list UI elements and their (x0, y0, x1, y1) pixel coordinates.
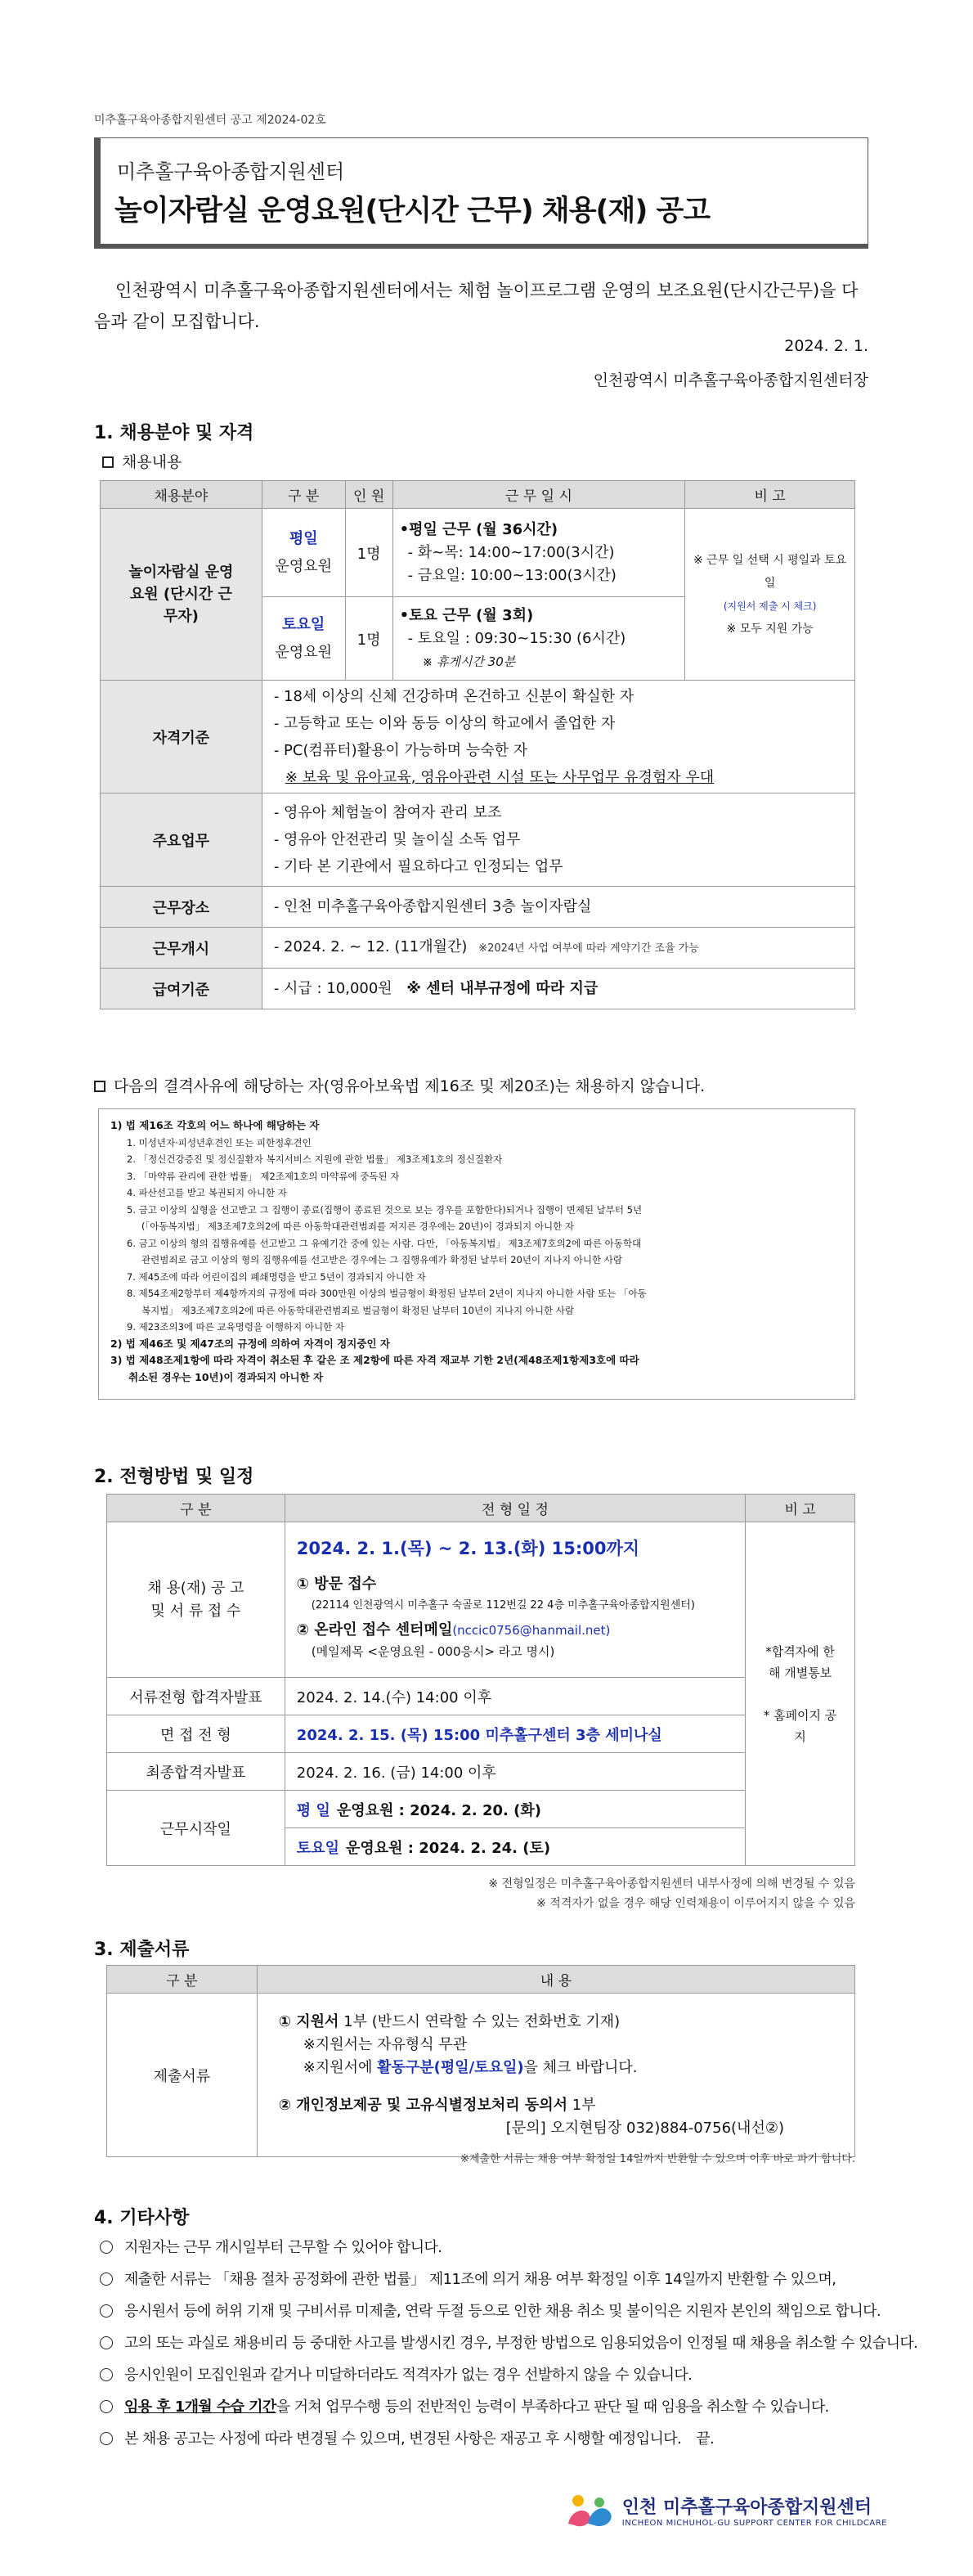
col-header: 구 분 (262, 481, 345, 509)
circle-bullet-icon (100, 2368, 113, 2381)
page-title: 놀이자람실 운영요원(단시간 근무) 채용(재) 공고 (114, 195, 711, 227)
disqualify-heading: 다음의 결격사유에 해당하는 자(영유아보육법 제16조 및 제20조)는 채용하지 않습니다. (94, 1074, 705, 1096)
list-item: 응시원서 등에 허위 기재 및 구비서류 미제출, 연락 두절 등으로 인한 채용 취소 및 불이익은 지원자 본인의 책임으로 합니다. (100, 2295, 917, 2327)
type-cell: 평일 운영요원 (262, 509, 345, 597)
notice-org: 인천광역시 미추홀구육아종합지원센터장 (593, 371, 868, 389)
col-header: 구 분 (107, 1495, 285, 1522)
documents-table (106, 1965, 855, 2157)
recruit-table (100, 480, 855, 1009)
pay-label: 급여기준 (101, 969, 262, 1009)
interview-label: 면 접 전 형 (107, 1715, 285, 1753)
center-logo-icon (563, 2491, 616, 2530)
place-label: 근무장소 (101, 887, 262, 928)
section1-subheading: 채용내용 (102, 450, 182, 472)
start-cell: - 2024. 2. ~ 12. (11개월간) ※2024년 사업 여부에 따라 계약기간 조율 가능 (262, 928, 854, 969)
field-cell: 놀이자람실 운영요원 (단시간 근무자) (101, 509, 262, 681)
count-cell: 1명 (345, 597, 392, 681)
col-header: 비 고 (685, 481, 855, 509)
col-header: 비 고 (746, 1495, 855, 1522)
etc-list (100, 2232, 917, 2455)
section4-heading: 4. 기타사항 (94, 2208, 190, 2228)
schedule-note: ※ 적격자가 없을 경우 해당 인력채용이 이루어지지 않을 수 있음 (536, 1897, 855, 1910)
qualification-label: 자격기준 (101, 681, 262, 793)
circle-bullet-icon (100, 2273, 113, 2286)
col-header: 채용분야 (101, 481, 262, 509)
intro-text: 인천광역시 미추홀구육아종합지원센터에서는 체험 놀이프로그램 운영의 보조요원(단시간근무)을 다음과 같이 모집합니다. (94, 281, 859, 331)
registration-label: 채 용(재) 공 고 및 서 류 접 수 (107, 1522, 285, 1678)
circle-bullet-icon (100, 2432, 113, 2445)
start-label: 근무개시 (101, 928, 262, 969)
col-header: 구 분 (107, 1966, 258, 1994)
doc-result-date: 2024. 2. 14.(수) 14:00 이후 (285, 1678, 745, 1715)
circle-bullet-icon (100, 2241, 113, 2254)
col-header: 근 무 일 시 (392, 481, 685, 509)
list-item: 제출한 서류는 「채용 절차 공정화에 관한 법률」 제11조에 의거 채용 여부 확정일 이후 14일까지 반환할 수 있으며, (100, 2264, 917, 2295)
list-item: 임용 후 1개월 수습 기간을 거쳐 업무수행 등의 전반적인 능력이 부족하다고 판단 될 때 임용을 취소할 수 있습니다. (100, 2391, 917, 2423)
logo-english: INCHEON MICHUHOL-GU SUPPORT CENTER FOR CHILDCARE (621, 2519, 887, 2528)
count-cell: 1명 (345, 509, 392, 597)
duty-cell: - 영유아 체험놀이 참여자 관리 보조 - 영유아 안전관리 및 놀이실 소독 업무 - 기타 본 기관에서 필요하다고 인정되는 업무 (262, 793, 854, 887)
schedule-cell: •평일 근무 (월 36시간) - 화~목: 14:00~17:00(3시간) - 금요일: 10:00~13:00(3시간) (392, 509, 685, 597)
notice-number: 미추홀구육아종합지원센터 공고 제2024-02호 (94, 114, 326, 127)
col-header: 인 원 (345, 481, 392, 509)
registration-cell: 2024. 2. 1.(목) ~ 2. 13.(화) 15:00까지 ① 방문 접수 (22114 인천광역시 미추홀구 숙골로 112번길 22 4층 미추홀구육아종합지원센터) ② 온라인 접수 센터메일(nccic0756@hanmail.net) (메일제목 <운영요원 - 000응시> 라고 명시) (285, 1522, 745, 1678)
circle-bullet-icon (100, 2304, 113, 2318)
final-result-date: 2024. 2. 16. (금) 14:00 이후 (285, 1753, 745, 1791)
work-start-label: 근무시작일 (107, 1791, 285, 1866)
work-start-weekday: 평 일 운영요원 : 2024. 2. 20. (화) (285, 1791, 745, 1828)
schedule-note: ※ 전형일정은 미추홀구육아종합지원센터 내부사정에 의해 변경될 수 있음 (488, 1877, 855, 1890)
qualification-cell: - 18세 이상의 신체 건강하며 온건하고 신분이 확실한 자 - 고등학교 또는 이와 동등 이상의 학교에서 졸업한 자 - PC(컴퓨터)활용이 가능하며 능숙한 자 ※ 보육 및 유아교육, 영유아관련 시설 또는 사무업무 유경험자 우대 (262, 681, 854, 793)
square-bullet-icon (102, 456, 114, 468)
type-cell: 토요일 운영요원 (262, 597, 345, 681)
interview-date: 2024. 2. 15. (목) 15:00 미추홀구센터 3층 세미나실 (285, 1715, 745, 1753)
work-start-weekend: 토요일 운영요원 : 2024. 2. 24. (토) (285, 1828, 745, 1866)
col-header: 전 형 일 정 (285, 1495, 745, 1522)
pay-cell: - 시급 : 10,000원 ※ 센터 내부규정에 따라 지급 (262, 969, 854, 1009)
disqualify-box: 1) 법 제16조 각호의 어느 하나에 해당하는 자 1. 미성년자·피성년후견인 또는 피한정후견인 2. 「정신건강증진 및 정신질환자 복지서비스 지원에 관한 법률」 제3조제1호의 정신질환자 3. 「마약류 관리에 관한 법률」 제2조제1호의 마약류에 중독된 자 4. 파산선고를 받고 복권되지 아니한 자 5. 금고 이상의 실형을 선고받고 그 집행이 종료(집행이 종료된 것으로 보는 경우를 포함한다)되거나 집행이 면제된 날부터 5년 (「아동복지법」 제3조제7호의2에 따른 아동학대관련범죄를 저지른 경우에는 20년)이 경과되지 아니한 자 6. 금고 이상의 형의 집행유예를 선고받고 그 유예기간 중에 있는 사람. 다만, 「아동복지법」 제3조제7호의2에 따른 아동학대 관련범죄로 금고 이상의 형의 집행유예를 선고받은 경우에는 그 집행유예가 확정된 날부터 20년이 지나지 아니한 사람 7. 제45조에 따라 어린이집의 폐쇄명령을 받고 5년이 경과되지 아니한 자 8. 제54조제2항부터 제4항까지의 규정에 따라 300만원 이상의 벌금형이 확정된 날부터 2년이 지나지 아니한 사람 또는 「아동 복지법」 제3조제7호의2에 따른 아동학대관련범죄로 벌금형이 확정된 날부터 10년이 지나지 아니한 사람 9. 제23조의3에 따른 교육명령을 이행하지 아니한 자 2) 법 제46조 및 제47조의 규정에 의하여 자격이 정지중인 자 3) 법 제48조제1항에 따라 자격이 취소된 후 같은 조 제2항에 따른 자격 재교부 기한 2년(제48조제1항제3호에 따라 취소된 경우는 10년)이 경과되지 아니한 자 (98, 1108, 855, 1400)
schedule-table (106, 1494, 855, 1866)
title-subtitle: 미추홀구육아종합지원센터 (117, 160, 345, 183)
list-item: 응시인원이 모집인원과 같거나 미달하더라도 적격자가 없는 경우 선발하지 않을 수 있습니다. (100, 2359, 917, 2391)
schedule-remark: *합격자에 한해 개별통보 * 홈페이지 공지 (746, 1522, 855, 1866)
circle-bullet-icon (100, 2400, 113, 2413)
final-result-label: 최종합격자발표 (107, 1753, 285, 1791)
duty-label: 주요업무 (101, 793, 262, 887)
doc-result-label: 서류전형 합격자발표 (107, 1678, 285, 1715)
circle-bullet-icon (100, 2336, 113, 2349)
col-header: 내 용 (257, 1966, 854, 1994)
list-item: 지원자는 근무 개시일부터 근무할 수 있어야 합니다. (100, 2232, 917, 2264)
logo-name: 인천 미추홀구육아종합지원센터 (621, 2497, 872, 2518)
schedule-cell: •토요 근무 (월 3회) - 토요일 : 09:30~15:30 (6시간) ※ 휴게시간 30분 (392, 597, 685, 681)
notice-date: 2024. 2. 1. (784, 337, 868, 355)
section1-heading: 1. 채용분야 및 자격 (94, 423, 254, 443)
documents-label: 제출서류 (107, 1994, 258, 2157)
documents-cell: ① 지원서 1부 (반드시 연락할 수 있는 전화번호 기재) ※지원서는 자유형식 무관 ※지원서에 활동구분(평일/토요일)을 체크 바랍니다. ② 개인정보제공 및 고유식별정보처리 동의서 1부 [문의] 오지현팀장 032)884-0756(내선②) (257, 1994, 854, 2157)
place-cell: - 인천 미추홀구육아종합지원센터 3층 놀이자람실 (262, 887, 854, 928)
center-logo (563, 2491, 887, 2530)
list-item: 본 채용 공고는 사정에 따라 변경될 수 있으며, 변경된 사항은 재공고 후 시행할 예정입니다. 끝. (100, 2423, 917, 2455)
remark-cell: ※ 근무 일 선택 시 평일과 토요일 (지원서 제출 시 체크) ※ 모두 지원 가능 (685, 509, 855, 681)
list-item: 고의 또는 과실로 채용비리 등 중대한 사고를 발생시킨 경우, 부정한 방법으로 임용되었음이 인정될 때 채용을 취소할 수 있습니다. (100, 2327, 917, 2359)
section3-heading: 3. 제출서류 (94, 1940, 190, 1960)
square-bullet-icon (94, 1081, 105, 1092)
section2-heading: 2. 전형방법 및 일정 (94, 1467, 254, 1487)
documents-note: ※제출한 서류는 채용 여부 확정일 14일까지 반환할 수 있으며 이후 바로 파기 합니다. (460, 2153, 855, 2165)
